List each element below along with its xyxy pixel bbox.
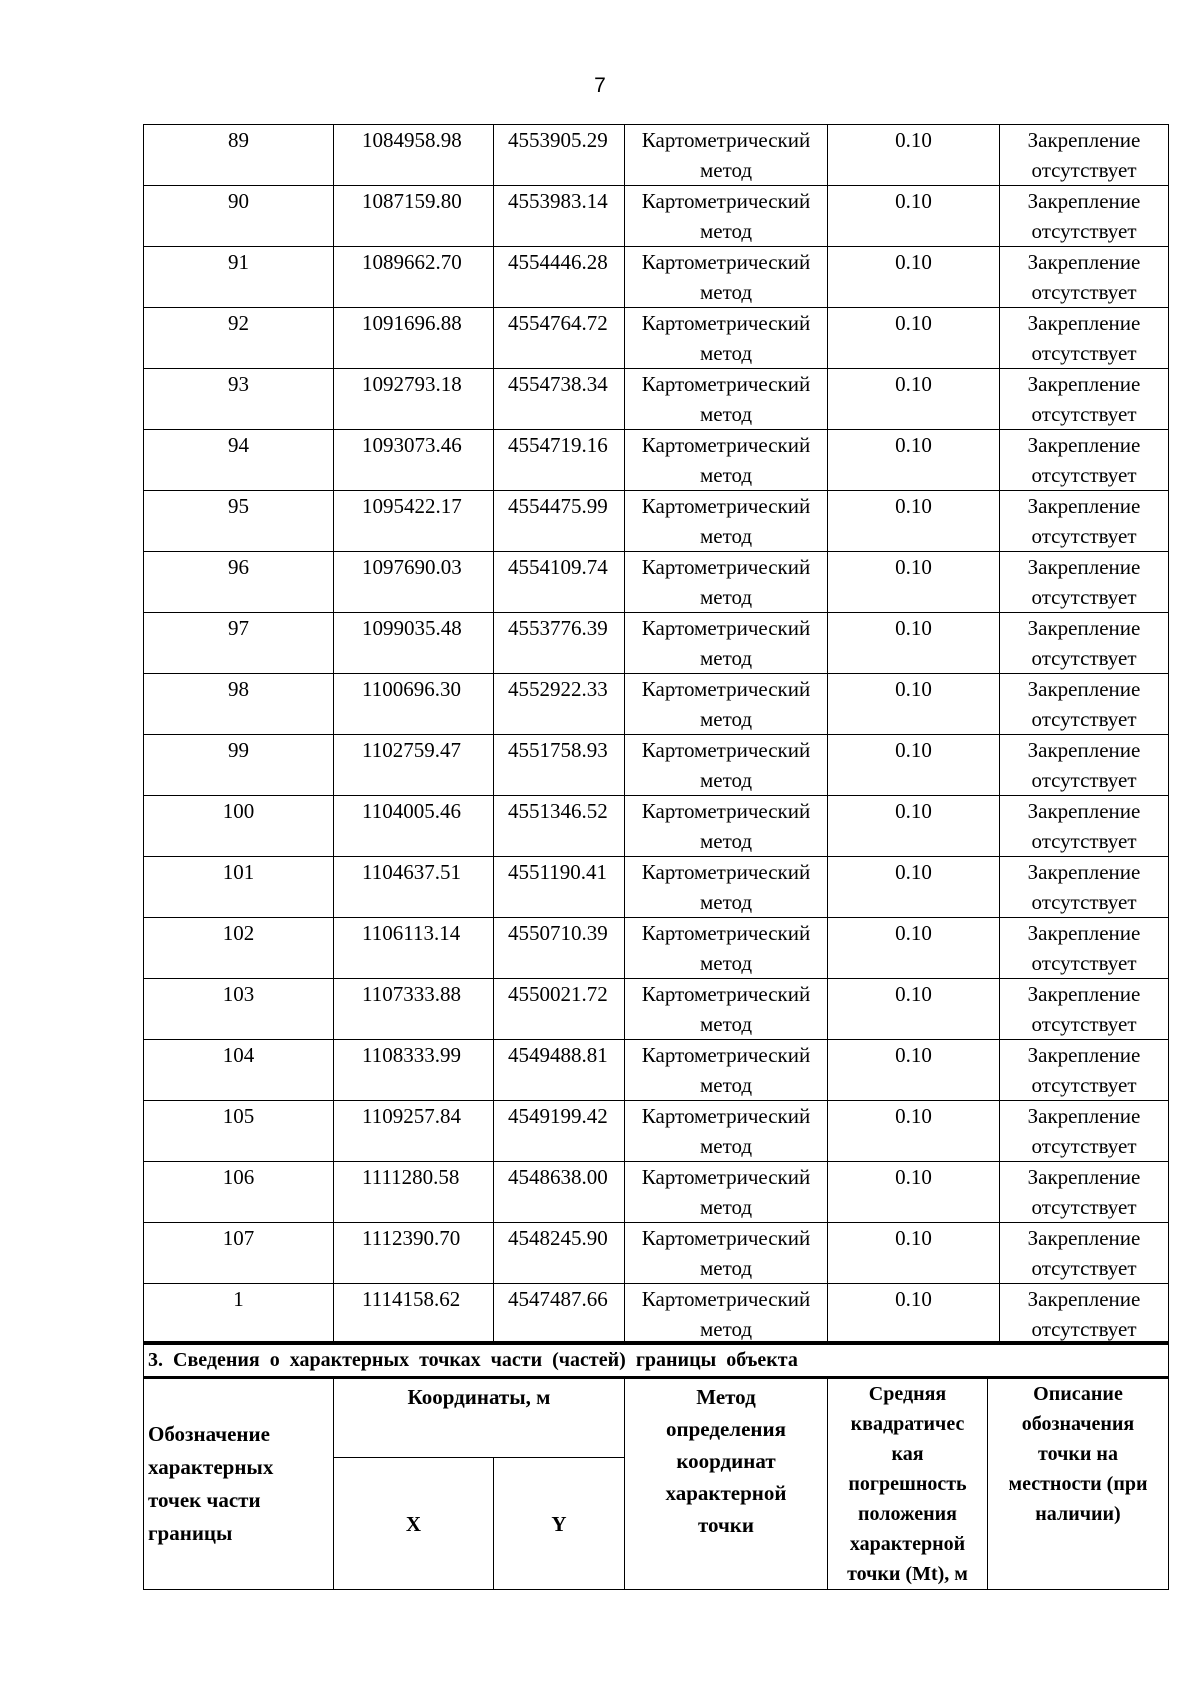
point-number-cell: 92 [144, 308, 334, 369]
x-coordinate-cell: 1095422.17 [334, 491, 494, 552]
mean-square-error-cell: 0.10 [828, 491, 1000, 552]
header-method-text: Метод определения координат характерной точки [665, 1385, 787, 1537]
mean-square-error-cell: 0.10 [828, 186, 1000, 247]
point-description-cell: Закрепление отсутствует [1000, 247, 1169, 308]
point-number-cell: 96 [144, 552, 334, 613]
point-description-cell: Закрепление отсутствует [1000, 491, 1169, 552]
point-number-cell: 89 [144, 125, 334, 186]
y-coordinate-cell: 4554475.99 [494, 491, 625, 552]
point-number-cell: 98 [144, 674, 334, 735]
y-coordinate-cell: 4550021.72 [494, 979, 625, 1040]
method-cell: Картометрический метод [625, 1040, 828, 1101]
point-number-cell: 107 [144, 1223, 334, 1284]
point-number-cell: 91 [144, 247, 334, 308]
table-row [144, 1223, 1169, 1284]
method-cell: Картометрический метод [625, 735, 828, 796]
point-number-cell: 102 [144, 918, 334, 979]
method-cell: Картометрический метод [625, 186, 828, 247]
mean-square-error-cell: 0.10 [828, 308, 1000, 369]
point-number-cell: 103 [144, 979, 334, 1040]
table-row [144, 1040, 1169, 1101]
table-row [144, 1101, 1169, 1162]
table-row [144, 552, 1169, 613]
y-coordinate-cell: 4552922.33 [494, 674, 625, 735]
y-coordinate-cell: 4553983.14 [494, 186, 625, 247]
table-row [144, 247, 1169, 308]
x-coordinate-cell: 1107333.88 [334, 979, 494, 1040]
point-description-cell: Закрепление отсутствует [1000, 735, 1169, 796]
point-description-cell: Закрепление отсутствует [1000, 369, 1169, 430]
mean-square-error-cell: 0.10 [828, 1040, 1000, 1101]
mean-square-error-cell: 0.10 [828, 613, 1000, 674]
x-coordinate-cell: 1091696.88 [334, 308, 494, 369]
method-cell: Картометрический метод [625, 1223, 828, 1284]
table-row [144, 491, 1169, 552]
mean-square-error-cell: 0.10 [828, 552, 1000, 613]
table-row [144, 735, 1169, 796]
y-coordinate-cell: 4549199.42 [494, 1101, 625, 1162]
point-description-cell: Закрепление отсутствует [1000, 918, 1169, 979]
point-description-cell: Закрепление отсутствует [1000, 430, 1169, 491]
point-description-cell: Закрепление отсутствует [1000, 308, 1169, 369]
y-coordinate-cell: 4551758.93 [494, 735, 625, 796]
mean-square-error-cell: 0.10 [828, 857, 1000, 918]
boundary-points-table-body [144, 125, 1169, 1345]
method-cell: Картометрический метод [625, 674, 828, 735]
y-coordinate-cell: 4551190.41 [494, 857, 625, 918]
y-coordinate-cell: 4554719.16 [494, 430, 625, 491]
point-number-cell: 105 [144, 1101, 334, 1162]
x-coordinate-cell: 1099035.48 [334, 613, 494, 674]
header-designation [144, 1378, 334, 1590]
table-row [144, 369, 1169, 430]
y-coordinate-cell: 4554446.28 [494, 247, 625, 308]
method-cell: Картометрический метод [625, 247, 828, 308]
header-x: X [334, 1458, 494, 1590]
method-cell: Картометрический метод [625, 491, 828, 552]
point-number-cell: 99 [144, 735, 334, 796]
mean-square-error-cell: 0.10 [828, 674, 1000, 735]
header-coordinates: Координаты, м [334, 1378, 625, 1458]
header-mean-square-error-text: Средняя квадратичес кая погрешность положения характерной точки (Mt), м [847, 1383, 968, 1585]
method-cell: Картометрический метод [625, 125, 828, 186]
y-coordinate-cell: 4549488.81 [494, 1040, 625, 1101]
mean-square-error-cell: 0.10 [828, 125, 1000, 186]
table-row [144, 979, 1169, 1040]
point-description-cell: Закрепление отсутствует [1000, 1284, 1169, 1345]
section-3-table [143, 1341, 1169, 1590]
point-description-cell: Закрепление отсутствует [1000, 796, 1169, 857]
y-coordinate-cell: 4554764.72 [494, 308, 625, 369]
x-coordinate-cell: 1100696.30 [334, 674, 494, 735]
method-cell: Картометрический метод [625, 1284, 828, 1345]
mean-square-error-cell: 0.10 [828, 1162, 1000, 1223]
method-cell: Картометрический метод [625, 979, 828, 1040]
mean-square-error-cell: 0.10 [828, 369, 1000, 430]
y-coordinate-cell: 4553776.39 [494, 613, 625, 674]
mean-square-error-cell: 0.10 [828, 735, 1000, 796]
point-number-cell: 97 [144, 613, 334, 674]
point-number-cell: 95 [144, 491, 334, 552]
point-number-cell: 94 [144, 430, 334, 491]
x-coordinate-cell: 1102759.47 [334, 735, 494, 796]
x-coordinate-cell: 1093073.46 [334, 430, 494, 491]
point-number-cell: 100 [144, 796, 334, 857]
page-number: 7 [594, 74, 606, 97]
method-cell: Картометрический метод [625, 918, 828, 979]
table-row [144, 796, 1169, 857]
point-description-cell: Закрепление отсутствует [1000, 1223, 1169, 1284]
mean-square-error-cell: 0.10 [828, 979, 1000, 1040]
x-coordinate-cell: 1097690.03 [334, 552, 494, 613]
header-point-description-text: Описание обозначения точки на местности (при наличии) [1008, 1383, 1148, 1525]
method-cell: Картометрический метод [625, 613, 828, 674]
table-row [144, 1162, 1169, 1223]
y-coordinate-cell: 4554738.34 [494, 369, 625, 430]
point-number-cell: 1 [144, 1284, 334, 1345]
table-row [144, 857, 1169, 918]
x-coordinate-cell: 1087159.80 [334, 186, 494, 247]
mean-square-error-cell: 0.10 [828, 1223, 1000, 1284]
header-designation-text: Обозначение характерных точек части границы [148, 1422, 274, 1545]
x-coordinate-cell: 1092793.18 [334, 369, 494, 430]
mean-square-error-cell: 0.10 [828, 247, 1000, 308]
x-coordinate-cell: 1104005.46 [334, 796, 494, 857]
point-description-cell: Закрепление отсутствует [1000, 1162, 1169, 1223]
method-cell: Картометрический метод [625, 1162, 828, 1223]
x-coordinate-cell: 1089662.70 [334, 247, 494, 308]
method-cell: Картометрический метод [625, 1101, 828, 1162]
section-3-title: 3. Сведения о характерных точках части (частей) границы объекта [144, 1343, 1169, 1378]
header-method [625, 1378, 828, 1590]
boundary-points-table [143, 124, 1169, 1345]
table-row [144, 1284, 1169, 1345]
table-row [144, 613, 1169, 674]
method-cell: Картометрический метод [625, 308, 828, 369]
y-coordinate-cell: 4550710.39 [494, 918, 625, 979]
y-coordinate-cell: 4551346.52 [494, 796, 625, 857]
method-cell: Картометрический метод [625, 430, 828, 491]
x-coordinate-cell: 1108333.99 [334, 1040, 494, 1101]
mean-square-error-cell: 0.10 [828, 1284, 1000, 1345]
x-coordinate-cell: 1111280.58 [334, 1162, 494, 1223]
x-coordinate-cell: 1114158.62 [334, 1284, 494, 1345]
point-description-cell: Закрепление отсутствует [1000, 552, 1169, 613]
point-description-cell: Закрепление отсутствует [1000, 1101, 1169, 1162]
mean-square-error-cell: 0.10 [828, 1101, 1000, 1162]
point-number-cell: 106 [144, 1162, 334, 1223]
point-description-cell: Закрепление отсутствует [1000, 674, 1169, 735]
table-row [144, 674, 1169, 735]
header-y: Y [494, 1458, 625, 1590]
method-cell: Картометрический метод [625, 857, 828, 918]
x-coordinate-cell: 1109257.84 [334, 1101, 494, 1162]
point-description-cell: Закрепление отсутствует [1000, 125, 1169, 186]
point-number-cell: 93 [144, 369, 334, 430]
mean-square-error-cell: 0.10 [828, 918, 1000, 979]
table-row [144, 430, 1169, 491]
table-row [144, 125, 1169, 186]
point-number-cell: 90 [144, 186, 334, 247]
table-row [144, 918, 1169, 979]
point-description-cell: Закрепление отсутствует [1000, 613, 1169, 674]
method-cell: Картометрический метод [625, 552, 828, 613]
y-coordinate-cell: 4548245.90 [494, 1223, 625, 1284]
y-coordinate-cell: 4554109.74 [494, 552, 625, 613]
y-coordinate-cell: 4548638.00 [494, 1162, 625, 1223]
mean-square-error-cell: 0.10 [828, 796, 1000, 857]
point-description-cell: Закрепление отсутствует [1000, 1040, 1169, 1101]
x-coordinate-cell: 1104637.51 [334, 857, 494, 918]
y-coordinate-cell: 4553905.29 [494, 125, 625, 186]
point-description-cell: Закрепление отсутствует [1000, 857, 1169, 918]
header-mean-square-error [828, 1378, 988, 1590]
point-description-cell: Закрепление отсутствует [1000, 186, 1169, 247]
table-row [144, 186, 1169, 247]
mean-square-error-cell: 0.10 [828, 430, 1000, 491]
table-row [144, 308, 1169, 369]
x-coordinate-cell: 1084958.98 [334, 125, 494, 186]
x-coordinate-cell: 1112390.70 [334, 1223, 494, 1284]
method-cell: Картометрический метод [625, 796, 828, 857]
point-description-cell: Закрепление отсутствует [1000, 979, 1169, 1040]
method-cell: Картометрический метод [625, 369, 828, 430]
x-coordinate-cell: 1106113.14 [334, 918, 494, 979]
point-number-cell: 104 [144, 1040, 334, 1101]
point-number-cell: 101 [144, 857, 334, 918]
header-point-description [988, 1378, 1169, 1590]
y-coordinate-cell: 4547487.66 [494, 1284, 625, 1345]
